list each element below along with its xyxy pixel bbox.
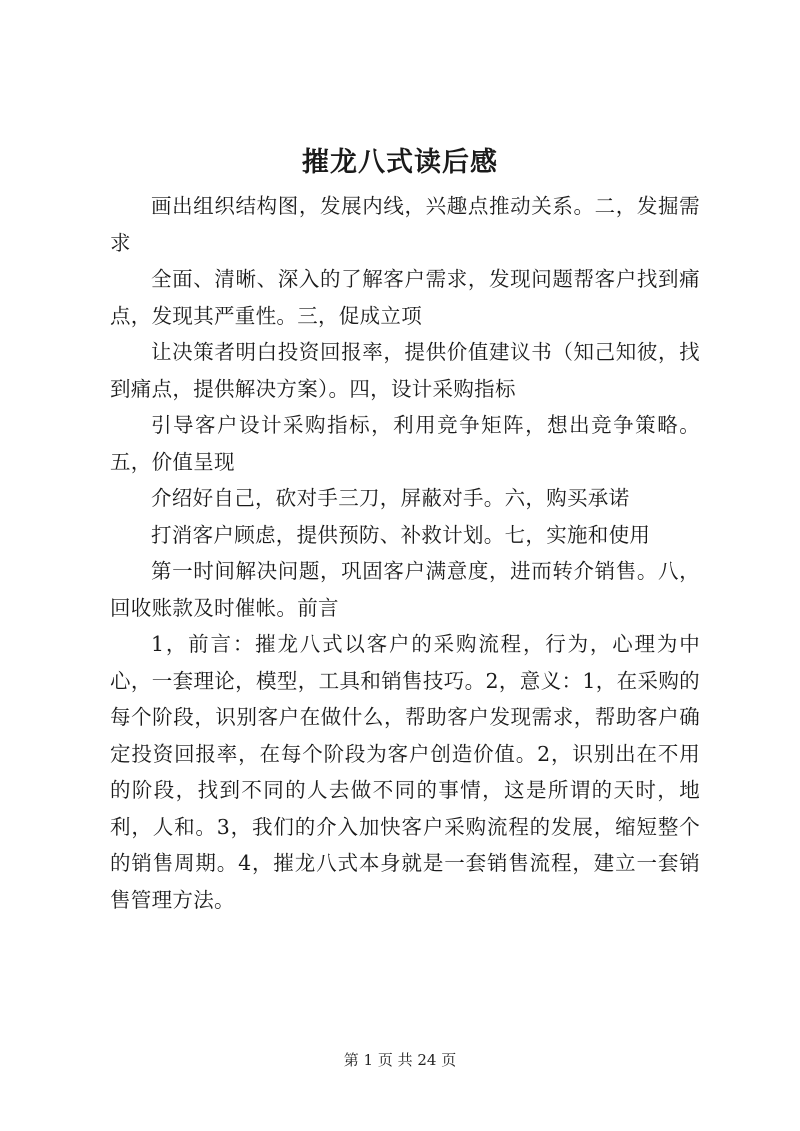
page-number-footer: 第 1 页 共 24 页 xyxy=(343,1051,457,1069)
paragraph-5: 介绍好自己，砍对手三刀，屏蔽对手。六，购买承诺 xyxy=(151,486,630,510)
paragraph-3: 让决策者明白投资回报率，提供价值建议书（知己知彼，找到痛点，提供解决方案）。四，设计采购指标 xyxy=(110,340,700,401)
paragraph-4: 引导客户设计采购指标，利用竞争矩阵，想出竞争策略。五，价值呈现 xyxy=(110,413,700,474)
paragraph-6: 打消客户顾虑，提供预防、补救计划。七，实施和使用 xyxy=(151,522,651,547)
page-title: 摧龙八式读后感 xyxy=(302,147,498,178)
paragraph-1: 画出组织结构图，发展内线，兴趣点推动关系。二，发掘需求 xyxy=(110,194,700,255)
document-body xyxy=(110,188,700,918)
paragraph-2: 全面、清晰、深入的了解客户需求，发现问题帮客户找到痛点，发现其严重性。三，促成立项 xyxy=(110,267,700,328)
paragraph-8: 1，前言：摧龙八式以客户的采购流程，行为，心理为中心，一套理论，模型，工具和销售技巧。2，意义：1，在采购的每个阶段，识别客户在做什么，帮助客户发现需求，帮助客户确定投资回报率，在每个阶段为客户创造价值。2，识别出在不用的阶段，找到不同的人去做不同的事情，这是所谓的天时，地利，人和。3，我们的介入加快客户采购流程的发展，缩短整个的销售周期。4，摧龙八式本身就是一套销售流程，建立一套销售管理方法。 xyxy=(110,632,700,912)
paragraph-7: 第一时间解决问题，巩固客户满意度，进而转介销售。八，回收账款及时催帐。前言 xyxy=(110,559,700,620)
